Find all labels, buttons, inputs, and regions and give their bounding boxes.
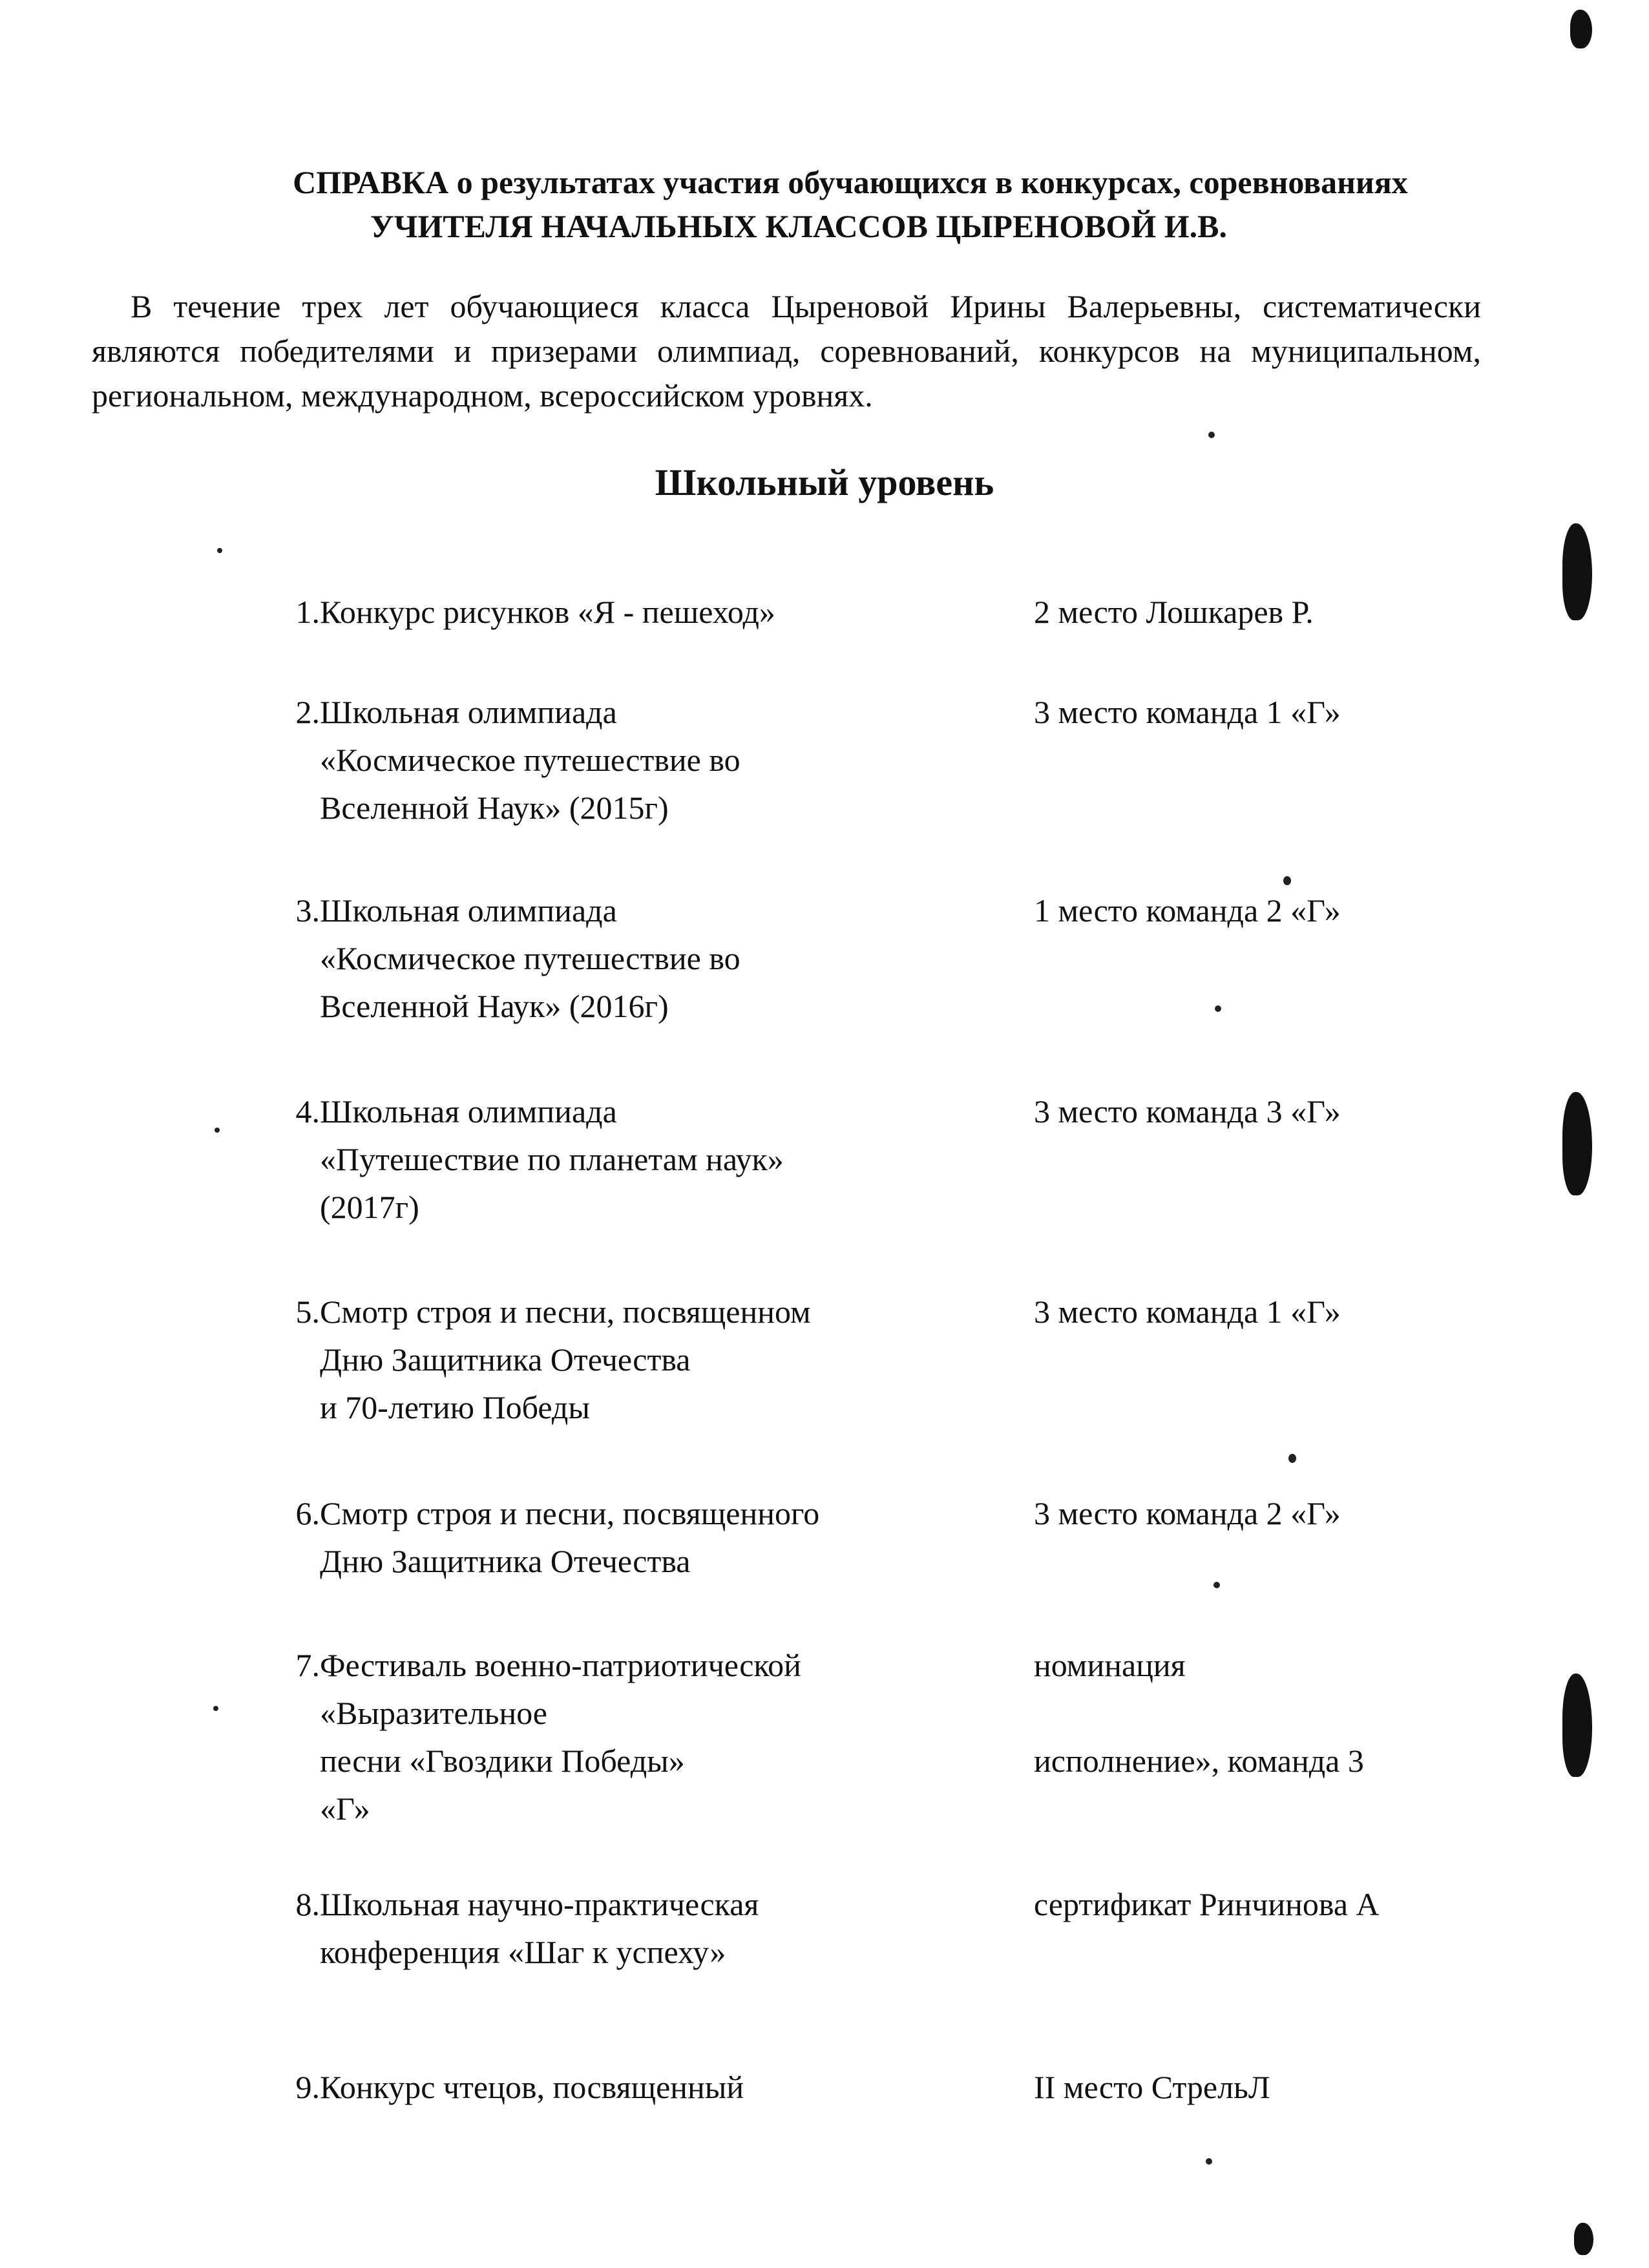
item-number: 9.: [295, 2069, 320, 2105]
item-event-name-line: Вселенной Наук» (2015г): [320, 790, 669, 826]
item-event-name-line: песни «Гвоздики Победы»: [320, 1743, 685, 1779]
item-event-name-line: (2017г): [320, 1189, 419, 1225]
scan-speck: [1288, 1454, 1296, 1463]
item-event-name-line: Фестиваль военно-патриотической: [320, 1647, 801, 1683]
item-event-name-line: Конкурс рисунков «Я - пешеход»: [320, 594, 775, 630]
document-title-line-1: СПРАВКА о результатах участия обучающихся в конкурсах, соревнованиях: [293, 164, 1408, 200]
item-result-line: исполнение», команда 3: [1034, 1743, 1364, 1779]
scan-blot: [1562, 523, 1592, 620]
item-event-name-line: Школьная научно-практическая: [320, 1886, 759, 1922]
section-title: Школьный уровень: [655, 461, 994, 503]
item-event-name: [320, 2063, 1031, 2111]
item-result-line: сертификат Ринчинова А: [1034, 1886, 1380, 1922]
item-result: [1034, 2063, 1615, 2111]
item-event-name: [320, 1087, 1031, 1231]
item-result: [1034, 1489, 1615, 1537]
scan-speck: [213, 1706, 218, 1711]
scan-speck: [1208, 432, 1215, 438]
intro-paragraph: В течение трех лет обучающиеся класса Цыреновой Ирины Валерьевны, систематически являются победителями и призерами олимпиад, соревнований, конкурсов на муниципальном, региональном, международном, всероссийском уровнях.: [92, 288, 1481, 414]
scan-speck: [1206, 2158, 1212, 2165]
item-number: 7.: [295, 1647, 320, 1683]
item-result: [1034, 1288, 1615, 1336]
scan-speck: [217, 548, 222, 553]
item-result: [1034, 588, 1615, 636]
document-title-line-2: УЧИТЕЛЯ НАЧАЛЬНЫХ КЛАССОВ ЦЫРЕНОВОЙ И.В.: [370, 208, 1227, 244]
item-result: [1034, 1087, 1615, 1135]
item-result-line: 2 место Лошкарев Р.: [1034, 594, 1314, 630]
item-number: 3.: [295, 892, 320, 929]
item-result: [1034, 1880, 1615, 1928]
scan-speck: [1213, 1582, 1220, 1588]
item-event-name-line: «Космическое путешествие во: [320, 742, 740, 778]
item-number: 5.: [295, 1294, 320, 1330]
item-event-name-line: «Выразительное: [320, 1695, 548, 1731]
item-event-name: [320, 1641, 1031, 1832]
item-event-name-line: «Космическое путешествие во: [320, 940, 740, 976]
item-event-name: [320, 1288, 1031, 1431]
item-event-name-line: Дню Защитника Отечества: [320, 1341, 691, 1378]
item-result: [1034, 887, 1615, 934]
item-number: 6.: [295, 1495, 320, 1531]
item-result-line: 3 место команда 3 «Г»: [1034, 1093, 1341, 1129]
item-event-name-line: Школьная олимпиада: [320, 892, 617, 929]
item-result-line: II место СтрельЛ: [1034, 2069, 1270, 2105]
item-result-line: 3 место команда 1 «Г»: [1034, 1294, 1341, 1330]
item-event-name: [320, 588, 1031, 636]
scan-speck: [215, 1128, 220, 1133]
item-event-name-line: Вселенной Наук» (2016г): [320, 988, 669, 1024]
item-number: 2.: [295, 694, 320, 730]
item-event-name: [320, 1489, 1031, 1585]
item-result-line: 3 место команда 1 «Г»: [1034, 694, 1341, 730]
item-event-name-line: «Путешествие по планетам наук»: [320, 1141, 784, 1177]
scan-speck: [1215, 1005, 1221, 1012]
scan-speck: [1283, 876, 1291, 885]
item-event-name-line: Школьная олимпиада: [320, 1093, 617, 1129]
item-event-name-line: и 70-летию Победы: [320, 1389, 590, 1425]
item-event-name-line: Школьная олимпиада: [320, 694, 617, 730]
item-result-line: [1034, 1689, 1615, 1737]
item-event-name-line: «Г»: [320, 1790, 370, 1827]
item-result-line: 3 место команда 2 «Г»: [1034, 1495, 1341, 1531]
scan-blot: [1570, 10, 1592, 48]
item-event-name: [320, 688, 1031, 832]
item-event-name-line: конференция «Шаг к успеху»: [320, 1934, 726, 1970]
item-event-name: [320, 887, 1031, 1030]
item-event-name-line: Смотр строя и песни, посвященном: [320, 1294, 811, 1330]
item-result: [1034, 1641, 1615, 1785]
item-number: 8.: [295, 1886, 320, 1922]
item-event-name-line: Дню Защитника Отечества: [320, 1543, 691, 1579]
item-number: 4.: [295, 1093, 320, 1129]
item-event-name-line: Смотр строя и песни, посвященного: [320, 1495, 820, 1531]
item-event-name: [320, 1880, 1031, 1976]
item-result-line: 1 место команда 2 «Г»: [1034, 892, 1341, 929]
item-event-name-line: Конкурс чтецов, посвященный: [320, 2069, 744, 2105]
item-result-line: номинация: [1034, 1647, 1186, 1683]
item-number: 1.: [295, 594, 320, 630]
item-result: [1034, 688, 1615, 736]
scan-blot: [1574, 2223, 1593, 2255]
